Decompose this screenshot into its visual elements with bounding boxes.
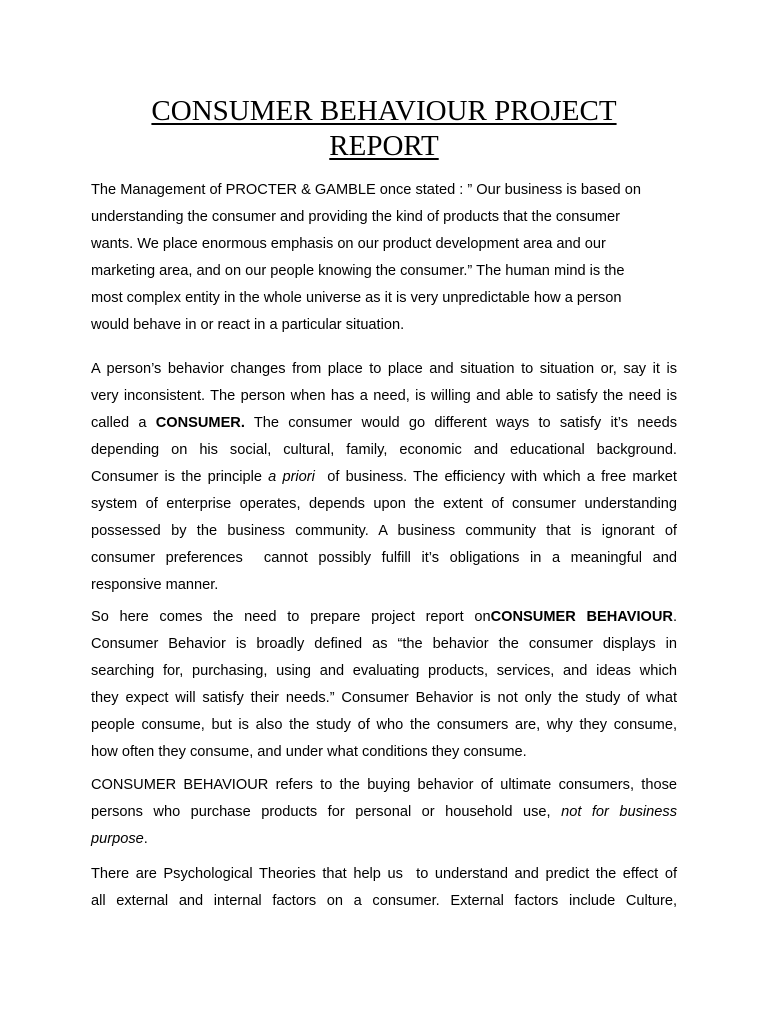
paragraph-line: CONSUMER BEHAVIOUR refers to the buying behavior of ultimate consumers, those — [91, 777, 677, 793]
paragraph-line: how often they consume, and under what conditions they consume. — [91, 744, 527, 760]
paragraph-line: depending on his social, cultural, family, economic and educational background. — [91, 442, 677, 458]
consumer-behaviour-term: CONSUMER BEHAVIOUR — [490, 609, 673, 625]
paragraph-line: The Management of PROCTER & GAMBLE once stated : ” Our business is based on — [91, 182, 641, 198]
paragraph-2 — [91, 356, 677, 599]
text-run: of business. The efficiency with which a free market — [321, 469, 677, 485]
not-for-business-term: not for business — [561, 804, 678, 820]
paragraph-line: searching for, purchasing, using and evaluating products, services, and ideas which — [91, 663, 677, 679]
document-title — [90, 94, 678, 164]
paragraph-line: most complex entity in the whole universe as it is very unpredictable how a person — [91, 290, 622, 306]
text-run: So here comes the need to prepare project report on — [91, 609, 491, 625]
consumer-term: CONSUMER. — [155, 415, 245, 431]
paragraph-line: A person’s behavior changes from place to place and situation to situation or, say it is — [91, 361, 677, 377]
paragraph-line — [91, 799, 677, 826]
paragraph-5 — [91, 861, 677, 915]
title-line-1: CONSUMER BEHAVIOUR PROJECT — [151, 95, 617, 127]
text-run: . — [143, 831, 148, 847]
a-priori-term: a priori — [268, 469, 322, 485]
text-run: The consumer would go different ways to satisfy it’s needs — [244, 415, 678, 431]
paragraph-line: system of enterprise operates, depends upon the extent of consumer understanding — [91, 496, 677, 512]
paragraph-line: very inconsistent. The person when has a need, is willing and able to satisfy the need is — [91, 388, 677, 404]
paragraph-line: Consumer Behavior is broadly defined as “the behavior the consumer displays in — [91, 636, 677, 652]
paragraph-line: they expect will satisfy their needs.” Consumer Behavior is not only the study of what — [91, 690, 677, 706]
paragraph-line: all external and internal factors on a consumer. External factors include Culture, — [91, 893, 677, 909]
paragraph-4 — [91, 772, 677, 853]
text-run: Consumer is the principle — [91, 469, 269, 485]
paragraph-line: marketing area, and on our people knowing the consumer.” The human mind is the — [91, 263, 625, 279]
paragraph-line: understanding the consumer and providing the kind of products that the consumer — [91, 209, 620, 225]
text-run: . — [672, 609, 677, 625]
purpose-term: purpose — [91, 831, 144, 847]
paragraph-line — [91, 464, 677, 491]
paragraph-line — [91, 604, 677, 631]
paragraph-line: possessed by the business community. A business community that is ignorant of — [91, 523, 677, 539]
text-run: called a — [91, 415, 156, 431]
paragraph-line: consumer preferences cannot possibly fulfill it’s obligations in a meaningful and — [91, 550, 677, 566]
paragraph-line: wants. We place enormous emphasis on our product development area and our — [91, 236, 606, 252]
paragraph-line: responsive manner. — [91, 577, 219, 593]
paragraph-line: people consume, but is also the study of who the consumers are, why they consume, — [91, 717, 677, 733]
paragraph-line — [91, 410, 677, 437]
paragraph-line — [91, 826, 677, 853]
paragraph-line: would behave in or react in a particular situation. — [91, 317, 405, 333]
title-line-2: REPORT — [329, 130, 439, 162]
paragraph-3 — [91, 604, 677, 766]
paragraph-line: There are Psychological Theories that help us to understand and predict the effect of — [91, 866, 677, 882]
text-run: persons who purchase products for personal or household use, — [91, 804, 562, 820]
paragraph-1 — [91, 177, 677, 339]
